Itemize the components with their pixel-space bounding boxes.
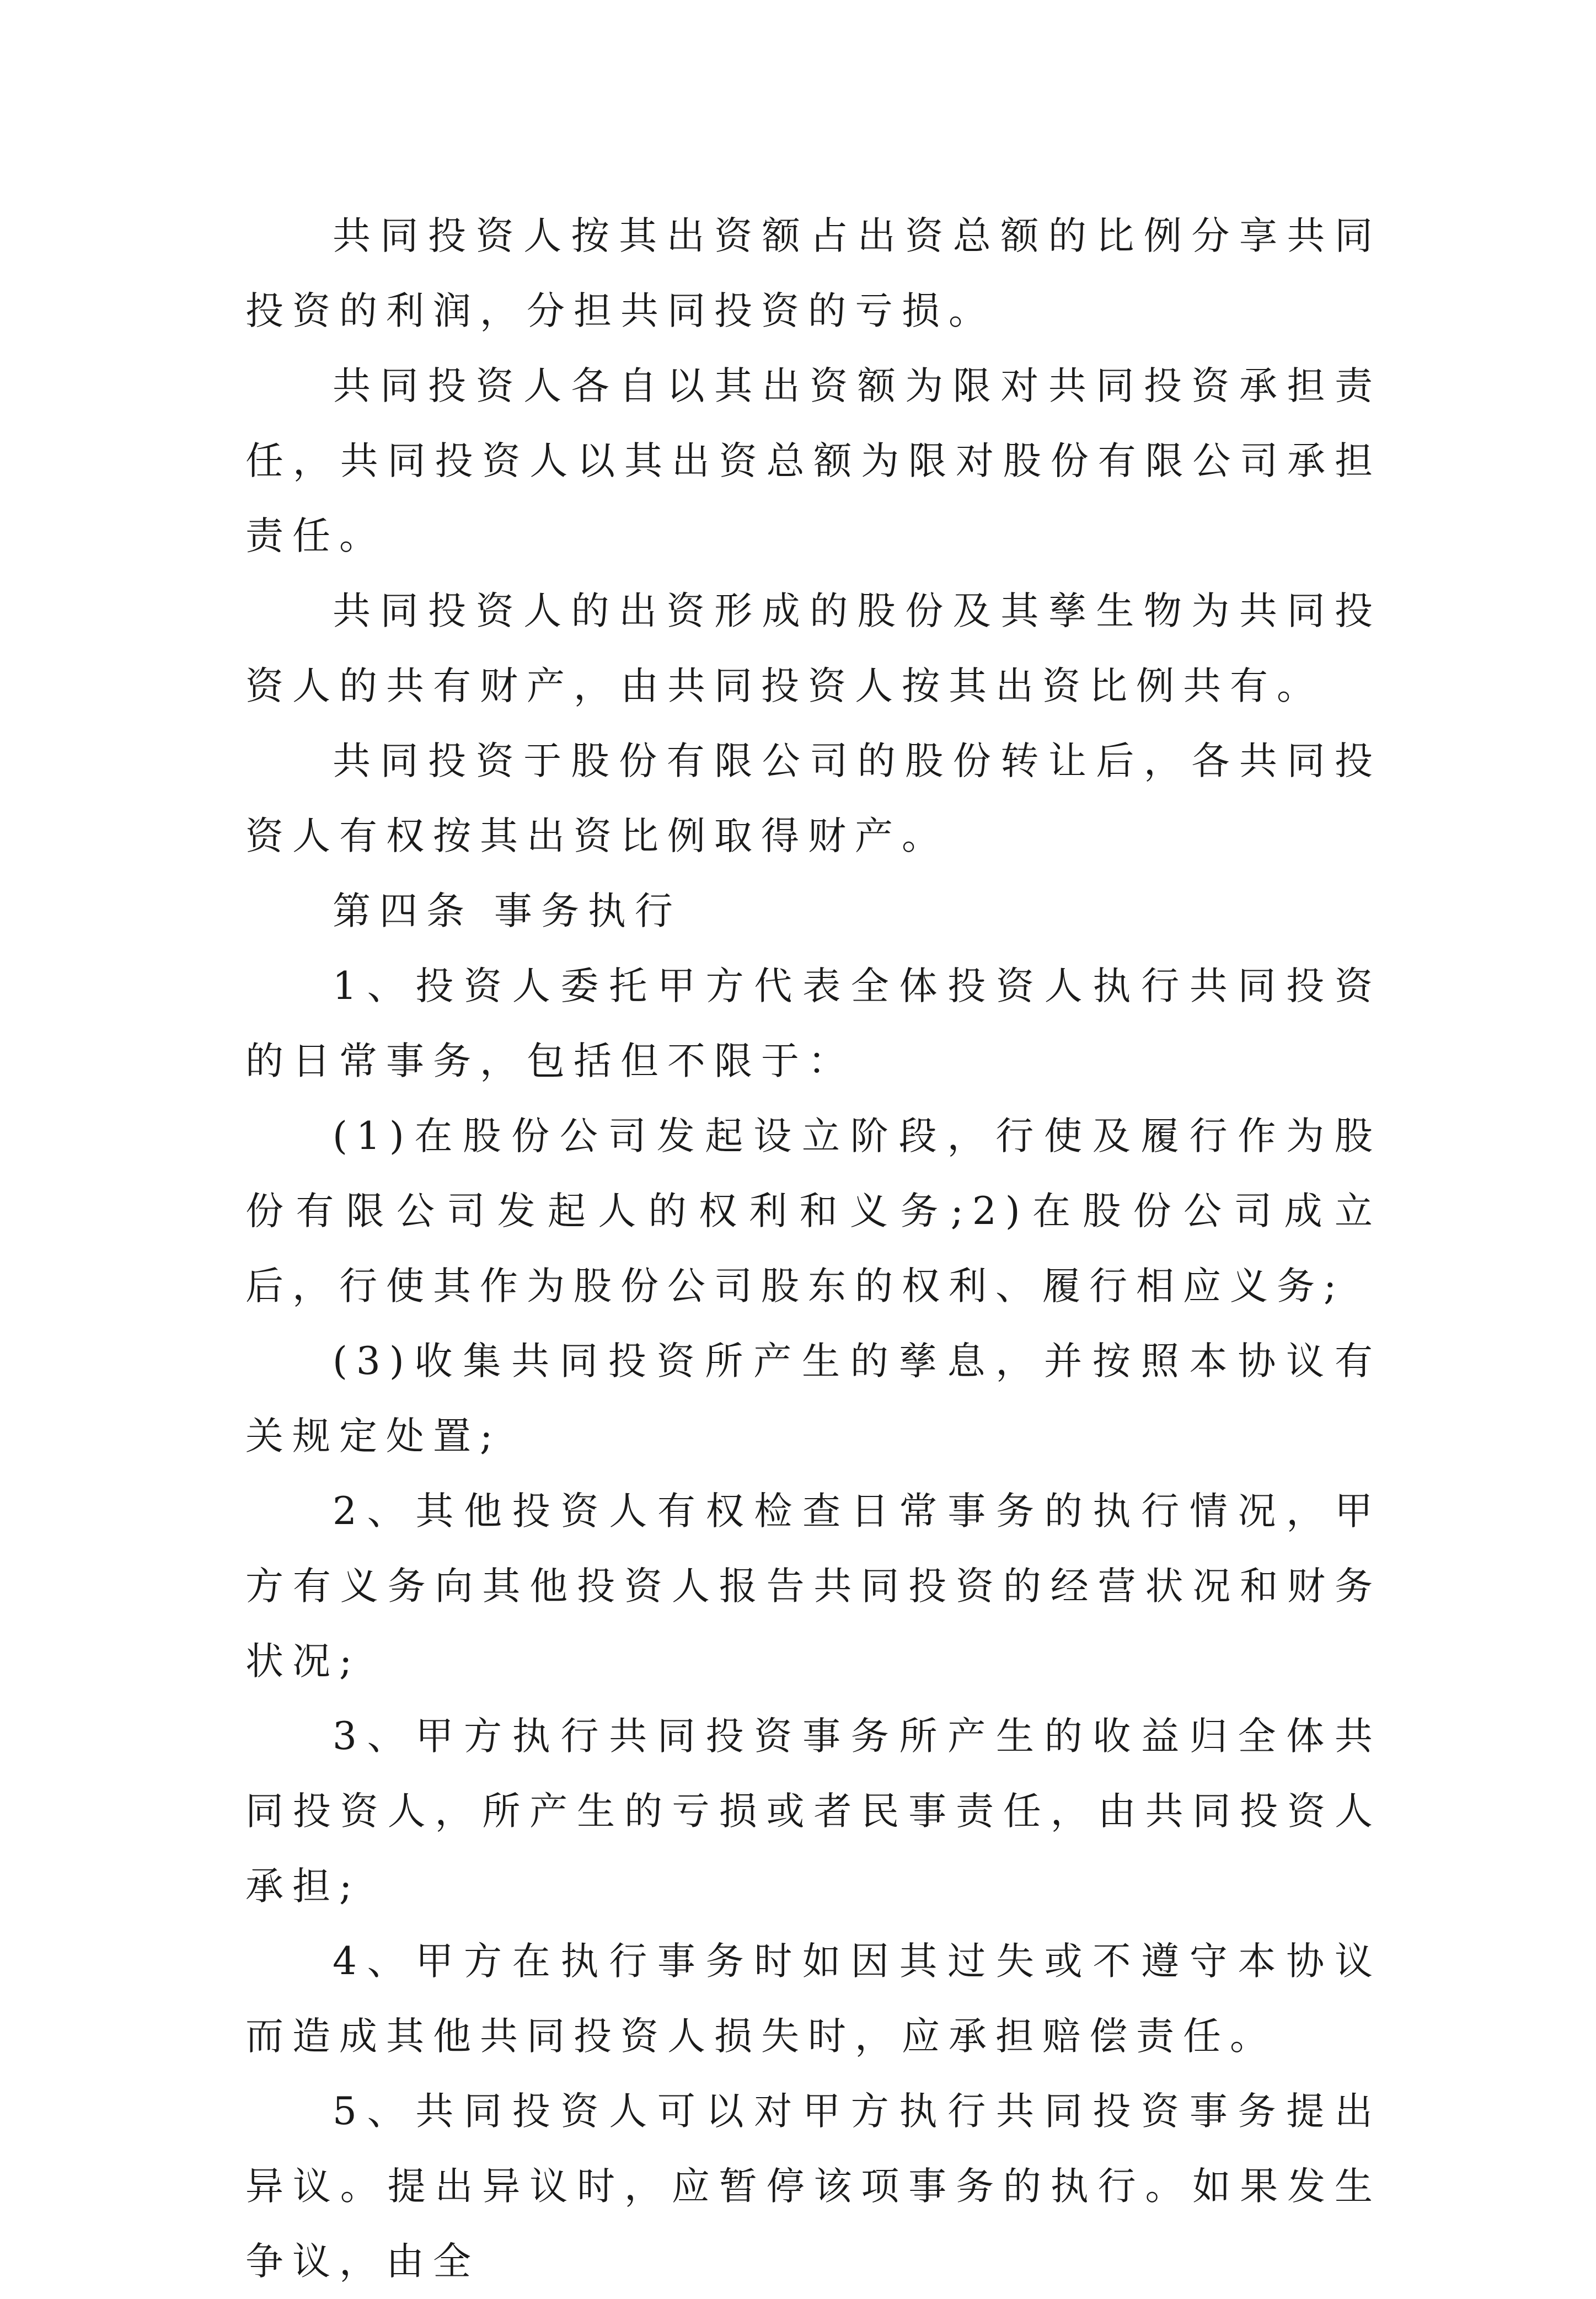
paragraph-common-property: 共同投资人的出资形成的股份及其孳生物为共同投资人的共有财产，由共同投资人按其出资比例共有。 bbox=[245, 589, 1381, 708]
paragraph-subitem-3: (3)收集共同投资所产生的孳息，并按照本协议有关规定处置; bbox=[245, 1339, 1381, 1458]
paragraph-subitem-1-2: (1)在股份公司发起设立阶段，行使及履行作为股份有限公司发起人的权利和义务;2)在股份公司成立后，行使其作为股份公司股东的权利、履行相应义务; bbox=[245, 1114, 1381, 1308]
paragraph-profit-sharing: 共同投资人按其出资额占出资总额的比例分享共同投资的利润，分担共同投资的亏损。 bbox=[245, 214, 1381, 333]
paragraph-item-1: 1、投资人委托甲方代表全体投资人执行共同投资的日常事务，包括但不限于： bbox=[245, 964, 1381, 1083]
paragraph-item-5: 5、共同投资人可以对甲方执行共同投资事务提出异议。提出异议时，应暂停该项事务的执行。如果发生争议，由全 bbox=[245, 2089, 1381, 2284]
paragraph-liability: 共同投资人各自以其出资额为限对共同投资承担责任，共同投资人以其出资总额为限对股份有限公司承担责任。 bbox=[245, 364, 1381, 558]
document-body bbox=[245, 199, 1381, 2299]
article-heading: 第四条 事务执行 bbox=[333, 889, 682, 933]
paragraph-share-transfer: 共同投资于股份有限公司的股份转让后，各共同投资人有权按其出资比例取得财产。 bbox=[245, 739, 1381, 858]
paragraph-item-2: 2、其他投资人有权检查日常事务的执行情况，甲方有义务向其他投资人报告共同投资的经营状况和财务状况; bbox=[245, 1489, 1381, 1683]
paragraph-item-3: 3、甲方执行共同投资事务所产生的收益归全体共同投资人，所产生的亏损或者民事责任，由共同投资人承担; bbox=[245, 1714, 1381, 1908]
paragraph-item-4: 4、甲方在执行事务时如因其过失或不遵守本协议而造成其他共同投资人损失时，应承担赔偿责任。 bbox=[245, 1939, 1381, 2059]
